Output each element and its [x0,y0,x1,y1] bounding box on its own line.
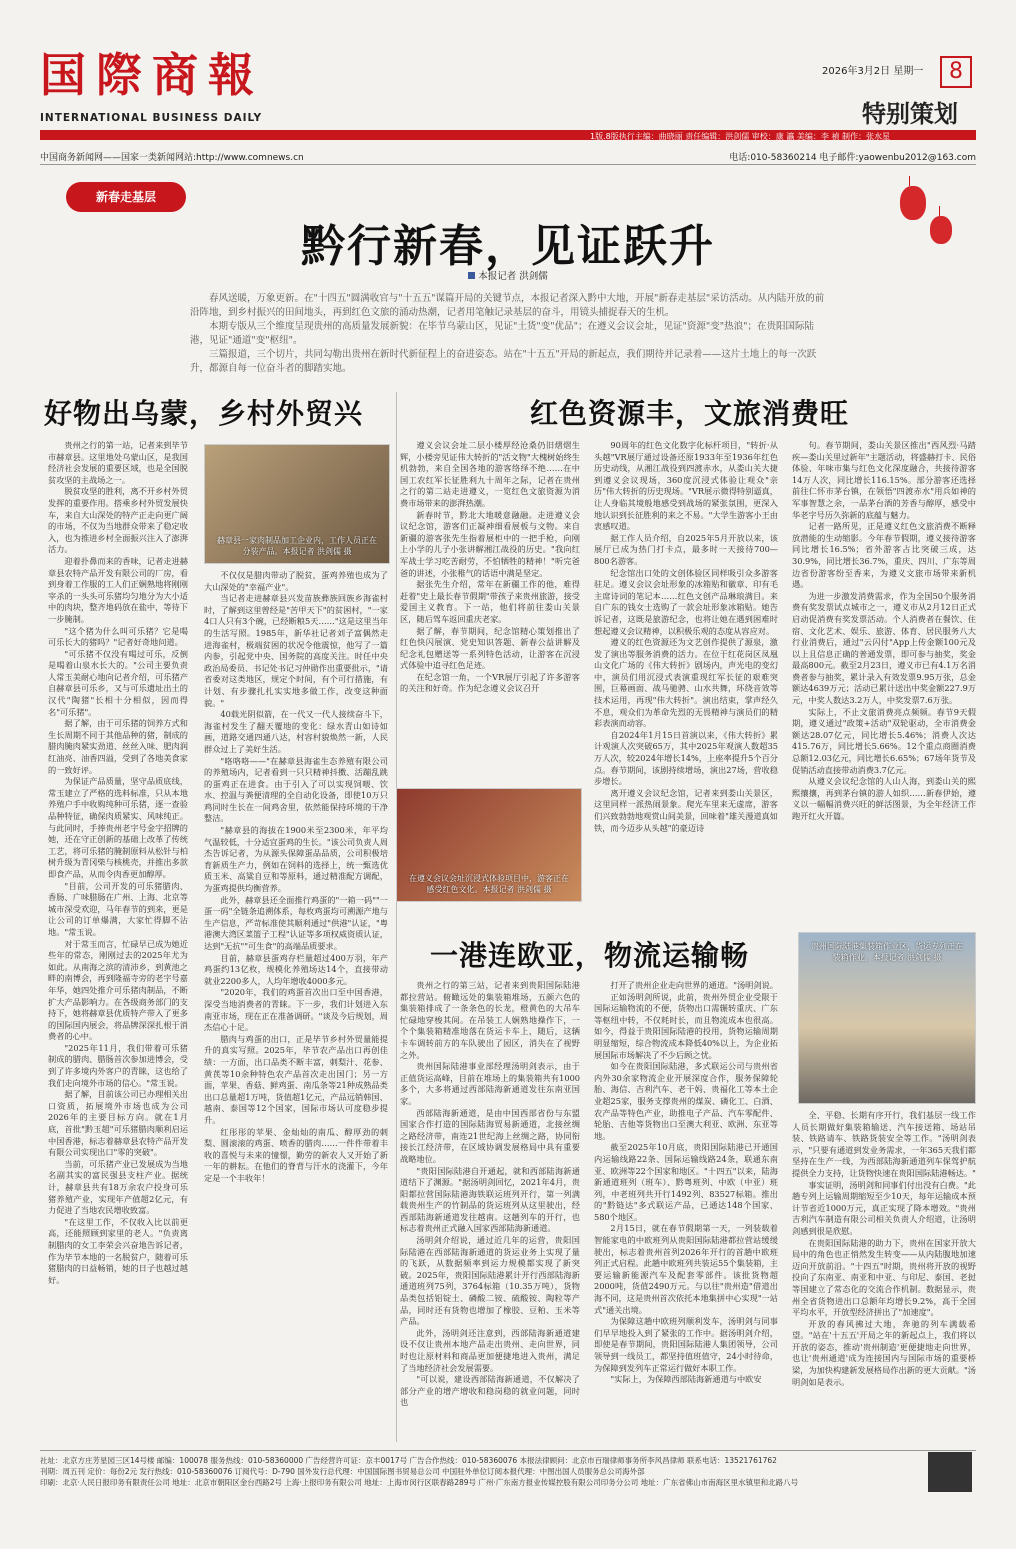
paragraph: 事实证明，汤明剑和同事们付出没有白费。"此趟专列上运输周期缩短至少10天，每年运输成本预计节省近1000万元，真正实现了降本增效。"贵州吉利汽车制造有限公司相关负责人介绍道，让汤明剑感到很是欣慰。 [792,1179,976,1236]
masthead-title: 国際商報 [40,48,264,102]
paragraph: 当记者走进赫章县兴发苗族彝族回族乡海雀村时，了解到这里曾经是"苦甲天下"的贫困村，"一家4口人只有3个碗，已经断粮5天……"这是这里当年的生活写照。1985年，新华社记者刘子富偶然走进海雀村，极端贫困的状况令他震惊，他写了一篇内参，引起党中央、国务院的高度关注。时任中央政治局委员、书记处书记习仲勋作出重要批示，"请省委对这类地区，规定个时间，有个可行措施，有计划、有步骤扎扎实实地多做工作，改变这种面貌。" [204,593,388,708]
paragraph: 如今在贵阳国际陆港，多式联运公司与贵州省内外30余家物流企业开展深度合作，服务保障轮胎、海信、吉利汽车、老干妈、贵福化工等本土企业超25家，服务支撑贵州的煤炭、磷化工、白酒、农产品等特色产业，助推电子产品、汽车零配件、轮胎、吉他等货物出口至澳大利亚、欧洲、东亚等地。 [594,1061,778,1141]
paragraph: "可乐猪不仅没有喝过可乐，反倒是喝着山泉水长大的。"公司主要负责人常玉美耐心地向记者介绍，可乐猪产自赫章县可乐乡，又与可乐遗址出土的汉代"陶猪"长相十分相似，因而得名"可乐猪"。 [48,648,188,717]
paragraph: 在纪念馆一角，一个VR展厅引起了许多游客的关注和好奇。作为纪念遵义会议召开 [400,671,580,694]
paragraph: 在贵阳国际陆港的助力下，贵州在国家开放大局中的角色也正悄然发生转变——从内陆腹地加速迈向开放前沿。"十四五"时期，贵州将开放的视野投向了东南亚、南亚和中亚、与印尼、泰国、老挝等国建立了常态化的交流合作机制。数据显示，贵州全省货物进出口总额年均增长9.2%，高于全国平均水平，开放型经济拼出了"加速度"。 [792,1237,976,1318]
paragraph: 为保证产品质量，坚守品质底线，常玉建立了严格的选料标准，只从本地养殖户手中收购纯种可乐猪，逐一查验品种特征，确保肉质紧实、风味纯正。与此同时，手捧贵州老字号金字招牌的她，还在守正创新的基础上改革了传统工艺，将可乐猪的腌制原料从松针与柏树升级为青冈柴与核桃壳，并推出多款即食产品，从而令肉香更加醇厚。 [48,776,188,879]
article3-column-1 [400,980,580,1440]
paragraph: 此外，汤明剑还注意到，西部陆海新通道建设不仅让贵州本地产品走出贵州、走向世界，同时也让原材料和商品更加便捷地进入贵州，满足了当地经济社会发展需要。 [400,1327,580,1373]
article1-photo-caption: 赫章县一家肉制品加工企业内，工作人员正在分装产品。本报记者 洪剑儒 摄 [217,536,377,556]
paragraph: 为保障这趟中欧班列顺利发车，汤明剑与同事们早早地投入到了紧张的工作中。据汤明剑介绍，即使是春节期间，贵阳国际陆港人集团领导，公司领导到一线员工，都坚持值班值守，24小时待命，为保障到发列车正常运行做好本职工作。 [594,1316,778,1373]
paragraph: "赫章县的海拔在1900米至2300米，年平均气温较低，十分适宜蛋鸡的生长。"该公司负责人周杰告诉记者，为从源头保障蛋品品质，公司积极培育新质生产力，例如在饲料的选择上，统一甄选优质玉米、高粱自豆和等原料，通过精准配方调配，为蛋鸡提供均衡营养。 [204,825,388,894]
paragraph: 自2024年1月15日首演以来，《伟大转折》累计观演人次突破65万，其中2025年观演人数超35万人次，较2024年增长14%，上座率提升5个百分点。春节期间，该剧持续增场，演出27场，营收稳步增长。 [594,729,778,787]
phone-email-info: 电话:010-58360214 电子邮件:yaowenbu2012@163.com [729,153,976,163]
paragraph: 贵州之行的第一站，记者来到毕节市赫章县。这里地处乌蒙山区，是我国经济社会发展的重要区域，也是全国脱贫攻坚的主战场之一。 [48,440,188,485]
paragraph: 2月15日，就在春节假期第一天，一列装载着智能家电的中欧班列从贵阳国际陆港都拉营站缓缓驶出，标志着贵州首列2026年开行的首趟中欧班列正式启程。此趟中欧班列共装运55个集装箱，主要运输新能源汽车及配套零部件。该批货物超2000吨，货值2490万元。与以往"贵州造"借道出海不同，这是贵州首次依托本地集拼中心实现"一站式"通关出境。 [594,1223,778,1315]
website-info: 中国商务新闻网——国家一类新闻网站:http://www.comnews.cn [40,153,304,163]
paragraph: "贵阳国际陆港自开通起，就和西部陆海新通道结下了渊源。"据汤明剑回忆，2021年4月，贵阳都拉营国际陆港海铁联运班列开行，第一列满载贵州生产的竹制品的货运班列从这里驶出，经西部陆海新通道发往越南。这趟列车的开行，也标志着贵州正式融入国家西部陆海新通道。 [400,1165,580,1234]
paragraph: 西部陆海新通道，是由中国西部省份与东盟国家合作打造的国际陆海贸易新通道，北接丝绸之路经济带，南连21世纪海上丝绸之路，协同衔接长江经济带，在区域协调发展格局中具有重要战略地位。 [400,1107,580,1164]
article2-column-1 [400,440,580,785]
column-kicker: 新春走基层 [66,182,186,212]
paragraph: 迎着扑鼻而来的香味，记者走进赫章县农特产品开发有限公司的厂房，看到身着工作服的工人们正娴熟地将刚刚宰杀的一头头可乐猪均匀地分为大小适中的肉块，整齐地码放在盐中，等待下一步腌制。 [48,555,188,624]
article1-column-1 [48,440,188,1440]
paragraph: "咯咯咯——"在赫章县海雀生态养殖有限公司的养殖场内，记者看到一只只精神抖擞、活蹦乱跳的蛋鸡正在进食。由于引入了可以实现饲喂、饮水、控温与粪便清理的全自动化设备，即使10万只鸡同时生长在一间鸡舍里，依然能保持环境的干净整洁。 [204,755,388,824]
article2-title: 红色资源丰，文旅消费旺 [530,397,850,430]
article3-photo [798,932,976,1104]
paragraph: 新春时节，黔北大地暖意融融。走进遵义会议纪念馆，游客们正凝神细看展板与文物。来自新疆的游客张先生指着展柜中的一把手枪，向刚上小学的儿子小张讲解湘江战役的历史。"我向红军战士学习吃苦耐劳，不怕牺牲的精神！"听完爸爸的讲述，小张稚气的话语中满是坚定。 [400,509,580,578]
paragraph: 此外，赫章县还全面推行鸡蛋的"一箱一码""一蛋一码"全链条追溯体系，每枚鸡蛋均可溯源产地与生产信息，严苛标准使其顺利通过"供港"认证，"粤港澳大湾区菜篮子工程"认证等多项权威资质认证，达到"无抗""可生食"的高端品质要求。 [204,894,388,951]
header-divider [40,164,976,165]
paragraph: 据张先生介绍，常年在新疆工作的他，难得赶着"史上最长春节假期"带孩子来贵州旅游，接受爱国主义教育。下一站，他们将前往娄山关景区，随后驾车返回重庆老家。 [400,579,580,624]
paragraph: "目前，公司开发的可乐猪腊肉、香肠、广味腊肠在广州、上海、北京等城市深受欢迎，马年春节的到来，更是让公司的订单爆满，大家忙得脚不沾地。"常玉说。 [48,880,188,937]
paragraph: 离开遵义会议纪念馆，记者来到娄山关景区，这里同样一派热闹景象。爬光车里来无虚席，游客们兴致勃勃地观赏山间美景，回味着"雄关漫道真如铁，而今迈步从头越"的豪迈诗 [594,787,778,833]
byline-text: 本报记者 洪剑儒 [478,271,548,282]
masthead-english-title: INTERNATIONAL BUSINESS DAILY [40,112,263,124]
paragraph: 当前，可乐猪产业已发展成为当地名副其实的富民强县支柱产业。据统计，赫章县共有18万余农户投身可乐猪养殖产业，实现年产值超2亿元，有力促进了当地农民增收致富。 [48,1158,188,1216]
paragraph: "这个猪为什么叫可乐猪？它是喝可乐长大的猪吗？"记者好奇地问道。 [48,625,188,648]
article2-photo [396,788,582,902]
paragraph: 遵义会议会址二层小楼厚经沧桑仍旧熠熠生辉，小楼旁见证伟大转折的"活文物"大槐树始终生机勃勃，来自全国各地的游客络绎不绝……在中国工农红军长征胜利九十周年之际，记者在贵州之行的第二站走进遵义，一览红色文旅资源为消费市场带来的澎湃热潮。 [400,440,580,508]
paragraph: 正如汤明剑所说，此前，贵州外贸企业受限于国际运输物流的不便，货物出口需辗转重庆、广东等枢纽中转，不仅耗时长，而且物流成本也很高。如今，得益于贵阳国际陆港的投用，货物运输周期明显缩短，综合物流成本降低40%以上，为企业拓展国际市场解决了不少后顾之忧。 [594,991,778,1060]
paragraph: 不仅仅是腊肉带动了脱贫，蛋鸡养殖也成为了大山深处的"幸福产业"。 [204,570,388,592]
section-title: 特别策划 [862,99,958,128]
paragraph: 为进一步激发消费需求，作为全国50个服务消费有奖发票试点城市之一，遵义市从2月12日正式启动促消费有奖发票活动。个人消费者在餐饮、住宿、文化艺术、娱乐、旅游、体育、居民服务八大行业消费后，通过"云闪付"App上传金额100元及以上且信息正确的普通发票，即可参与抽奖，奖金最高800元。截至2月23日，遵义市已有4.1万名消费者参与抽奖，累计录入有效发票9.95万张，总金额达4639万元；活动已累计送出中奖金额227.9万元，中奖人数达3.2万人，中奖发票7.6万张。 [792,590,976,706]
article1-title: 好物出乌蒙，乡村外贸兴 [44,397,364,430]
paragraph: 贵州之行的第三站，记者来到贵阳国际陆港都拉营站。俯瞰远处的集装箱堆场，五颜六色的集装箱排成了一条条色的长龙，橙黄色的大吊车忙碌地穿梭其间。在吊装工人娴熟地操作下，一个个集装箱精准地落在货运卡车上，随后，这辆卡车调转前方的车队驶出了园区，消失在了视野之外。 [400,980,580,1060]
paragraph: "实际上，为保障西部陆海新通道与中欧安 [610,1374,762,1385]
paragraph: "2020年，我们的鸡蛋首次出口至中国香港，深受当地消费者的青睐。下一步，我们计划进入东南亚市场，现在正在准备调研。"谈及今后规划，周杰信心十足。 [204,987,388,1033]
paragraph: 打开了贵州企业走向世界的通道。"汤明剑说。 [610,980,778,990]
paragraph: 据了解，春节期间，纪念馆精心策划推出了红色快闪展演、党史知识答题、新春公益讲解及纪念礼包赠送等一系列特色活动，让游客在沉浸式体验中追寻红色足迹。 [400,625,580,671]
paragraph: 记者一路所见，正是遵义红色文旅消费不断释放潜能的生动缩影。今年春节假期，遵义接待游客同比增长16.5%；省外游客占比突破三成，达30.9%，同比增长36.7%，重庆、四川、广东等周边省份游客纷至香来，为遵义文旅市场带来新机遇。 [792,521,976,590]
byline-square-icon [468,272,475,279]
article3-column-2 [594,980,778,1440]
paragraph: 开放的春风拂过大地，奔驰的列车满载希望。"站在'十五五'开局之年的新起点上，我们将以开放的姿态，推动'贵州制造'更便捷地走向世界，也让'贵州通道'成为连接国内与国际市场的重要桥梁，为加快构建新发展格局作出新的更大贡献。"汤明剑如是表示。 [792,1318,976,1387]
paragraph: 实际上，不止文旅消费亮点频频。春节9天假期，遵义通过"政策+活动"双轮驱动，全市消费金额达28.07亿元，同比增长5.46%；消费人次达415.76万，同比增长5.66%。12个重点商圈消费总额12.03亿元，同比增长6.65%；67场年货节及促销活动直接带动消费3.7亿元。 [792,706,976,775]
article3-column-3 [792,1110,976,1440]
paragraph: 贵州国际陆港事业部经理汤明剑表示，由于正值货运高峰，目前在堆场上的集装箱共有1000多个，大多将通过西部陆海新通道发往东南亚国家。 [400,1061,580,1106]
issue-date: 2026年3月2日 星期一 [822,66,924,77]
paragraph: 据了解，由于可乐猪的饲养方式和生长周期不同于其他品种的猪，制成的腊肉腌肉紧实劲道、丝丝入味、肥肉润红油亮、油香四溢，受到了各地美食家的一致好评。 [48,718,188,775]
paragraph: "在这里工作，不仅收入比以前更高，还能照顾到家里的老人。"负责离制腊肉的女工李荣会兴奋地告诉记者，作为毕节本地的一名脱贫户，随着可乐猪腊肉的日益畅销，她的日子也越过越好。 [48,1216,188,1285]
intro-text [190,292,830,376]
article2-photo-caption: 在遵义会议会址沉浸式体验项目中，游客正在感受红色文化。本报记者 洪剑儒 摄 [409,874,569,894]
paragraph: 从遵义会议纪念馆的人山人海，到娄山关的熙熙攘攘，再到茅台镇的游人如织……新春伊始，遵义以一幅幅消费兴旺的鲜活图景，为全年经济工作跑开红火开篇。 [792,776,976,821]
paragraph: 全、平稳、长期有序开行，我们基层一线工作人员长期做好集装箱输送、汽车接送箱、场站吊装、铁路请车、铁路货装安全等工作。"汤明剑表示，"只要有通道到发业务需求，一年365天我们都坚持在生产一线，为西部陆海新通道列车保驾护航提供全力支持，让货物快速在贵阳国际陆港畅达。" [792,1110,976,1178]
paragraph: 纪念馆出口处的文创体验区同样吸引众多游客驻足。遵义会议会址形象的冰箱贴和徽章、印有毛主席诗词的笔记本……红色文创产品琳琅满目。来自广东的钱女士选购了一款会址形象冰箱贴。她告诉记者，这既是旅游纪念，也将让她在遇到困难时想起遵义会议精神，以积极乐观的态度从容应对。 [594,567,778,636]
intro-paragraph: 本期专版从三个维度呈现贵州的高质量发展新貌：在毕节乌蒙山区，见证"土货"变"优品"；在遵义会议会址，见证"资源"变"热浪"；在贵阳国际陆港，见证"通道"变"枢纽"。 [190,321,814,346]
staff-line: 1版.8版执行主编：曲晓丽 责任编辑：洪剑儒 审校：康 瀛 美编：李 禎 制作：张水星 [590,132,890,141]
page-headline: 黔行新春，见证跃升 [301,221,715,272]
paragraph: 40载光阴似箭，在一代又一代人接续奋斗下，海雀村发生了翻天覆地的变化：绿水青山如诗如画，道路交通四通八达，村容村貌焕然一新，人民群众过上了美好生活。 [204,709,388,754]
paragraph: 红彤彤的苹果、金灿灿的南瓜、醇厚劲的刺梨、圆滚滚的鸡蛋、喷香的腊肉……一件件带着丰收的喜悦与未来的憧憬，勤劳的新农人又开始了新一年的耕耘。在他们的脊背与汗水的浇灌下，今年定是一个丰收年！ [204,1126,388,1183]
paragraph: 腊肉与鸡蛋的出口，正是毕节乡村外贸量能提升的真实写照。2025年，毕节农产品出口再创佳绩：一方面，出口品类不断丰富，刺梨汁、花参、黄芪等10余种特色农产品首次走出国门；另一方面，苹果、香菇、鲜鸡蛋、南瓜条等21种成熟品类出口总量超1万吨，货值超1亿元，产品远销韩国、越南、泰国等12个国家，国际市场认可度稳步提升。 [204,1033,388,1125]
paragraph: 截至2025年10月底，贵阳国际陆港已开通国内运输线路22条、国际运输线路24条，联通东南亚、欧洲等22个国家和地区。"十四五"以来，陆海新通道班列（班车）、黔粤班列、中欧（中亚）班列，中老班列共开行1492列、83527标箱。推出的"黔链达"多式联运产品，已通达148个国家、580个地区。 [594,1142,778,1222]
paragraph: 90周年的红色文化数字化标杆项目，"转折·从头越"VR展厅通过设备还原1933年至1936年红色历史动线，从湘江战役到四渡赤水，从娄山关大捷到遵义会议现场，360度沉浸式体验让观众"亲历"伟大转折的历史现场。"VR展示微得特别逼真，让人身临其境般地感受到战场的紧张氛围，更深入地认识到长征胜利的来之不易。"大学生游客小王由衷感叹道。 [594,440,778,532]
article3-title: 一港连欧亚，物流运输畅 [430,939,750,972]
paragraph: 目前，赫章县蛋鸡存栏量超过400万羽，年产鸡蛋约13亿枚，规模化养殖场达14个，直接带动就业2200多人，人均年增收4000多元。 [204,952,388,986]
paragraph: 遵义的红色资源还为文艺创作提供了源泉，激发了演出等服务消费的活力。在位于红花岗区凤凰山文化广场的《伟大转折》剧场内，声光电的变幻中，演员们用沉浸式表演重现红军长征的艰难突围，巨幕画面、战马驰骋、山水共舞，环绕音效等技术运用，再现"伟大转折"。演出结束，掌声经久不息，观众们为革命先烈的无畏精神与演员们的精彩表演而动容。 [594,637,778,729]
article2-column-2 [594,440,778,908]
page-number: 8 [940,56,972,88]
article2-column-3 [792,440,976,908]
paragraph: 句。春节期间，娄山关景区推出"西风烈·马踏疾—娄山关里过新年"主题活动，将盛赫打卡、民俗体验、年味市集与红色文化深度融合，共接待游客14万人次，同比增长116.15%。部分游客还选择前往仁怀市茅台镇，在领悟"四渡赤水"用兵如神的军事智慧之余，一品茅台酒的芳香与醇厚，感受中华老字号历久弥新的底蕴与魅力。 [792,440,976,520]
paragraph: 对于常玉而言，忙碌早已成为她近些年的常态，刚刚过去的2025年尤为如此。从南海之滨的清沛乡，到黄池之畔的南博会，再到隆福寺旁的老字号嘉年华，她四处推介可乐猪肉制品，不断扩大产品影响力。在各级商务部门的支持下，她将赫章县优质特产带入了更多的国际国内展会，将品牌深深扎根于消费者的心中。 [48,938,188,1042]
article1-photo [204,444,390,564]
footer-line: 刊期：周五刊 定价：每份2元 发行热线：010-58360076 订阅代号：D-790 国外发行总代理：中国国际图书贸易总公司 中国驻外单位订阅本报代理：中图出国人员服务总公司海外部 [40,1467,645,1476]
paragraph: 汤明剑介绍说，通过近几年的运营，贵阳国际陆港在西部陆海新通道的货运业务上实现了量的飞跃，从数据频率到运力规模都实现了新突破。2025年，贵阳国际陆港累计开行西部陆海新通道班列75列，3764标箱（10.35万吨），货物品类包括铝锭土、磷酸二铵、硫酸铵、陶粒等产品，同时还有货物也增加了橡胶、豆粕、玉米等产品。 [400,1235,580,1327]
paragraph: 据工作人员介绍，自2025年5月开放以来，该展厅已成为热门打卡点，最多时一天接待700—800名游客。 [594,532,778,566]
paragraph: "可以说，建设西部陆海新通道，不仅解决了部分产业的增产增收和稳岗稳的就业问题，同时也 [400,1374,580,1408]
footer-line: 社址：北京方庄芳星园三区14号楼 邮编：100078 服务热线：010-58360000 广告经营许可证：京丰0017号 广告合作热线：010-58360076 本报法律顾问：北京市百瑞律师事务所李风昌律师 联系电话：13521761762 [40,1456,777,1465]
article3-photo-caption: 贵州国际陆港集装箱作业区，货运专列正在装箱作业。本报记者 洪剑儒 摄 [811,942,963,962]
intro-paragraph: 春风送暖，万象更新。在"十四五"圆满收官与"十五五"谋篇开局的关键节点，本报记者深入黔中大地，开展"新春走基层"采访活动。从内陆开放的前沿阵地，到乡村振兴的田间地头，再到红色文旅的涌动热潮，记者用笔触记录基层的奋斗，用镜头捕捉春天的生机。 [190,293,825,318]
article1-column-2 [204,570,388,1440]
byline [0,268,1016,282]
paragraph: 据了解，目前该公司已办理相关出口资质，拓展境外市场也成为公司2026年的主要目标方向。就在1月底，首批"黔玉超"可乐猪腊肉顺利启运中国香港，标志着赫章县农特产品开发有限公司实现出口"零的突破"。 [48,1089,188,1158]
footer-line: 印刷：北京·人民日报印务有限责任公司 地址：北京市朝阳区金台西路2号 上海·上报印务有限公司 地址：上海市闵行区联春路289号 广州·广东南方报业传媒控股有限公司印务分公司 地址：广东省佛山市南海区里水镇里和北路八号 [40,1478,799,1487]
intro-paragraph: 三篇报道，三个切片，共同勾勒出贵州在新时代新征程上的奋进姿态。站在"十五五"开局的新起点，我们期待并记录着——这片土地上的每一次跃升，都源自每一位奋斗者的脚踏实地。 [190,349,817,374]
paragraph: 脱贫攻坚的胜利，离不开乡村外贸发挥的重要作用。搭乘乡村外贸发展快车，来自大山深处的特产正走向更广阔的市场，不仅为当地群众带来了稳定收入，也为推进乡村全面振兴注入了澎湃活力。 [48,486,188,555]
contact-line [40,150,976,163]
footer-info [40,1450,976,1499]
column-divider [396,392,397,1442]
paragraph: "2025年11月，我们带着可乐猪制成的腊肉、腊肠首次参加进博会，受到了许多境内外客户的青睐，这也给了我们走向境外市场的信心。"常玉说。 [48,1042,188,1088]
qr-code-icon [928,1452,972,1492]
